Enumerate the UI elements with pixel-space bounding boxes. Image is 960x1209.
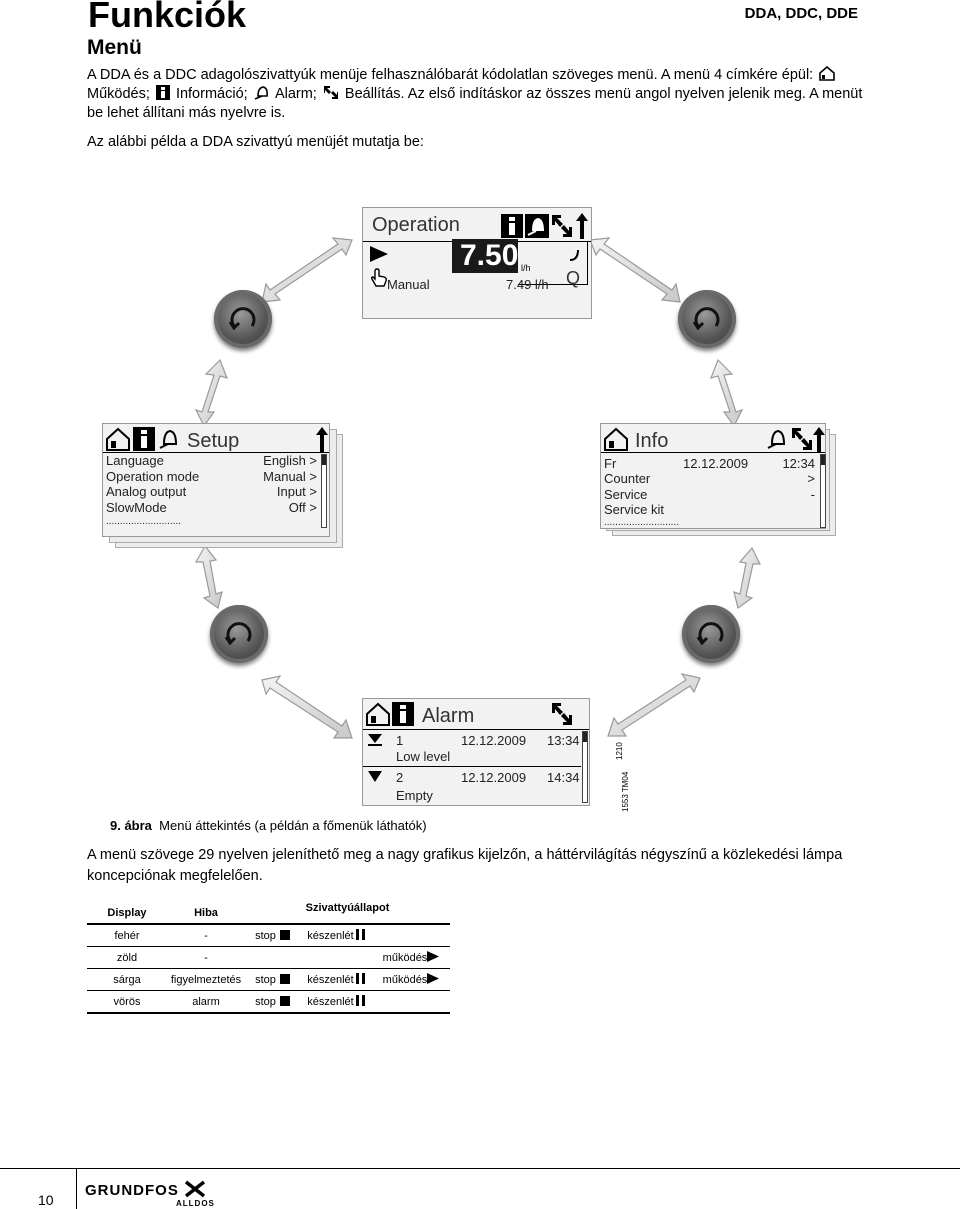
alarm-text: Low level bbox=[396, 749, 451, 764]
cell-ready bbox=[300, 924, 372, 947]
stop-label: stop bbox=[255, 995, 276, 1008]
section-title: Menü bbox=[87, 36, 142, 59]
brand-name: GRUNDFOS bbox=[85, 1182, 179, 1199]
arrow-setup-to-knob bbox=[196, 546, 222, 608]
setup-arrows-icon bbox=[551, 214, 573, 238]
figure-code: 1553 TM04 bbox=[621, 771, 630, 812]
cell-display: vörös bbox=[87, 991, 167, 1014]
info-icon bbox=[501, 214, 523, 238]
info-label[interactable]: Counter bbox=[604, 471, 651, 486]
flow-unit: l/h bbox=[521, 263, 531, 273]
cell-hiba: alarm bbox=[167, 991, 245, 1014]
setting-label[interactable]: SlowMode bbox=[106, 500, 167, 515]
flow-value-display: 7.50 bbox=[452, 239, 518, 273]
setting-label[interactable]: Analog output bbox=[106, 484, 187, 499]
info-value: - bbox=[810, 487, 815, 502]
col-header: Display bbox=[87, 902, 167, 924]
example-text: Az alábbi példa a DDA szivattyú menüjét mutatja be: bbox=[87, 134, 424, 150]
setting-value[interactable]: Manual > bbox=[263, 469, 317, 484]
setting-value[interactable]: Input > bbox=[276, 484, 317, 499]
rotate-icon bbox=[690, 302, 724, 336]
scrollbar-thumb[interactable] bbox=[583, 732, 587, 742]
label-info: Információ; bbox=[175, 86, 248, 102]
rotate-icon bbox=[694, 617, 728, 651]
scrollbar[interactable] bbox=[321, 454, 327, 528]
info-screen bbox=[600, 423, 826, 529]
cell-run bbox=[372, 991, 450, 1014]
ready-label: készenlét bbox=[307, 974, 354, 986]
figure-code: 1210 bbox=[615, 742, 624, 760]
rotary-knob-bottom-left[interactable] bbox=[210, 605, 268, 663]
alarm-divider bbox=[363, 766, 581, 767]
stop-label: stop bbox=[255, 929, 276, 942]
page-number: 10 bbox=[38, 1192, 54, 1208]
scrollbar-thumb[interactable] bbox=[821, 455, 825, 465]
pause-icon bbox=[356, 995, 365, 1006]
alarm-time: 14:34 bbox=[547, 770, 580, 785]
table-row bbox=[87, 924, 450, 947]
pause-icon bbox=[356, 973, 365, 984]
pause-indicator-icon bbox=[568, 248, 580, 262]
rotary-knob-top-left[interactable] bbox=[214, 290, 272, 348]
footer-vertical-divider bbox=[76, 1168, 77, 1209]
brand-logo bbox=[85, 1180, 206, 1199]
cell-run bbox=[372, 924, 450, 947]
rotate-icon bbox=[226, 302, 260, 336]
cell-run bbox=[372, 947, 450, 969]
table-row bbox=[87, 991, 450, 1014]
alarm-number: 1 bbox=[396, 733, 404, 748]
setting-label[interactable]: Language bbox=[106, 453, 164, 468]
info-date: 12.12.2009 bbox=[683, 456, 749, 471]
home-icon bbox=[105, 427, 131, 451]
cell-stop bbox=[245, 947, 300, 969]
cell-hiba: figyelmeztetés bbox=[167, 969, 245, 991]
alarm-number: 2 bbox=[396, 770, 404, 785]
play-icon bbox=[427, 973, 439, 984]
caption-number: 9. ábra bbox=[110, 818, 152, 833]
setup-arrows-icon bbox=[791, 427, 813, 451]
cell-stop bbox=[245, 969, 300, 991]
stop-square-icon bbox=[280, 930, 290, 940]
stop-label: stop bbox=[255, 973, 276, 986]
brand-x-icon bbox=[184, 1180, 206, 1198]
alarm-bell-icon bbox=[157, 427, 181, 451]
cell-stop bbox=[245, 924, 300, 947]
rotary-knob-top-right[interactable] bbox=[678, 290, 736, 348]
operation-title: Operation bbox=[372, 214, 460, 236]
alarm-screen bbox=[362, 698, 590, 806]
title-divider bbox=[363, 729, 589, 730]
title-divider bbox=[601, 452, 825, 453]
body-paragraph: A menü szövege 29 nyelven jeleníthető meg a nagy grafikus kijelzőn, a háttérvilágítás négyszínű a közlekedési lámpa koncepciónak megfelelően. bbox=[87, 847, 843, 884]
scroll-up-icon bbox=[812, 426, 826, 454]
col-header: Hiba bbox=[167, 902, 245, 924]
label-setup: Beállítás. bbox=[344, 86, 405, 102]
figure-caption bbox=[110, 818, 427, 833]
arrow-op-to-left bbox=[262, 238, 352, 302]
alarm-date: 12.12.2009 bbox=[461, 733, 527, 748]
warning-triangle-icon bbox=[367, 733, 383, 747]
cell-run bbox=[372, 969, 450, 991]
setting-value[interactable]: English > bbox=[263, 453, 317, 468]
alarm-bell-icon bbox=[525, 214, 549, 238]
stop-square-icon bbox=[280, 996, 290, 1006]
backlight-table bbox=[87, 902, 450, 1014]
arrow-op-to-right bbox=[590, 238, 680, 302]
info-icon bbox=[133, 427, 155, 451]
pause-icon bbox=[356, 929, 365, 940]
warning-triangle-icon bbox=[367, 770, 383, 784]
scroll-up-icon bbox=[315, 426, 329, 454]
cell-ready bbox=[300, 969, 372, 991]
scroll-up-icon bbox=[575, 212, 589, 240]
alarm-title: Alarm bbox=[422, 705, 475, 727]
cell-display: sárga bbox=[87, 969, 167, 991]
alarm-bell-icon bbox=[765, 427, 789, 451]
hand-manual-icon bbox=[369, 268, 389, 288]
cell-display: fehér bbox=[87, 924, 167, 947]
cell-hiba: - bbox=[167, 947, 245, 969]
intro-text: A DDA és a DDC adagolószivattyúk menüje felhasználóbarát kódolatlan szöveges menü. A menü 4 címkére épül: bbox=[87, 67, 814, 83]
intro-text-2: Az első indításkor az összes menü angol nyelven jelenik meg. A menüt be lehet állítani más nyelvre is. bbox=[87, 86, 863, 121]
footer-divider bbox=[0, 1168, 960, 1169]
arrow-knob-to-info-right bbox=[711, 360, 742, 426]
home-icon bbox=[365, 702, 391, 726]
info-icon bbox=[392, 702, 414, 726]
alarm-text: Empty bbox=[396, 788, 433, 803]
info-title: Info bbox=[635, 430, 669, 452]
info-label[interactable]: Service kit bbox=[604, 502, 664, 517]
info-value[interactable]: > bbox=[807, 471, 815, 486]
arrow-info-to-knob bbox=[734, 548, 760, 608]
more-items-dots: ........................... bbox=[604, 517, 680, 528]
more-items-dots: ........................... bbox=[106, 516, 182, 527]
col-header: Szivattyúállapot bbox=[245, 902, 450, 924]
home-icon bbox=[603, 427, 629, 451]
setup-arrows-icon bbox=[551, 702, 573, 726]
cell-hiba: - bbox=[167, 924, 245, 947]
scrollbar[interactable] bbox=[582, 731, 588, 803]
operation-screen bbox=[362, 207, 592, 319]
cell-ready bbox=[300, 947, 372, 969]
run-label: működés bbox=[382, 974, 428, 986]
play-icon bbox=[427, 951, 439, 962]
ready-label: készenlét bbox=[307, 930, 354, 942]
cell-display: zöld bbox=[87, 947, 167, 969]
scrollbar[interactable] bbox=[820, 454, 826, 528]
label-alarm: Alarm; bbox=[274, 86, 317, 102]
brand-sub: ALLDOS bbox=[176, 1199, 215, 1208]
setup-screen bbox=[102, 423, 330, 537]
label-operation: Működés; bbox=[87, 86, 150, 102]
caption-text: Menü áttekintés (a példán a főmenük láthatók) bbox=[159, 818, 427, 833]
info-value: 12:34 bbox=[782, 456, 815, 471]
flow-q-symbol: Q bbox=[566, 268, 581, 288]
arrow-knob-to-setup-left bbox=[196, 360, 227, 426]
page-title: Funkciók bbox=[88, 0, 247, 35]
product-label: DDA, DDC, DDE bbox=[744, 5, 858, 22]
setting-label[interactable]: Operation mode bbox=[106, 469, 200, 484]
ready-label: készenlét bbox=[307, 996, 354, 1008]
table-row bbox=[87, 969, 450, 991]
info-label[interactable]: Service bbox=[604, 487, 648, 502]
arrow-knob-to-alarm-left bbox=[262, 676, 352, 738]
table-row bbox=[87, 947, 450, 969]
run-label: működés bbox=[382, 952, 428, 964]
arrow-knob-to-alarm-right bbox=[608, 674, 700, 736]
setting-value[interactable]: Off > bbox=[288, 500, 317, 515]
rotate-icon bbox=[222, 617, 256, 651]
alarm-date: 12.12.2009 bbox=[461, 770, 527, 785]
setup-title: Setup bbox=[187, 430, 240, 452]
actual-flow: 7.49 l/h bbox=[506, 277, 549, 292]
alarm-time: 13:34 bbox=[547, 733, 580, 748]
scrollbar-thumb[interactable] bbox=[322, 455, 326, 465]
play-icon bbox=[369, 245, 389, 263]
cell-ready bbox=[300, 991, 372, 1014]
info-label[interactable]: Fr bbox=[604, 456, 617, 471]
rotary-knob-bottom-right[interactable] bbox=[682, 605, 740, 663]
mode-label: Manual bbox=[387, 277, 430, 292]
cell-stop bbox=[245, 991, 300, 1014]
stop-square-icon bbox=[280, 974, 290, 984]
